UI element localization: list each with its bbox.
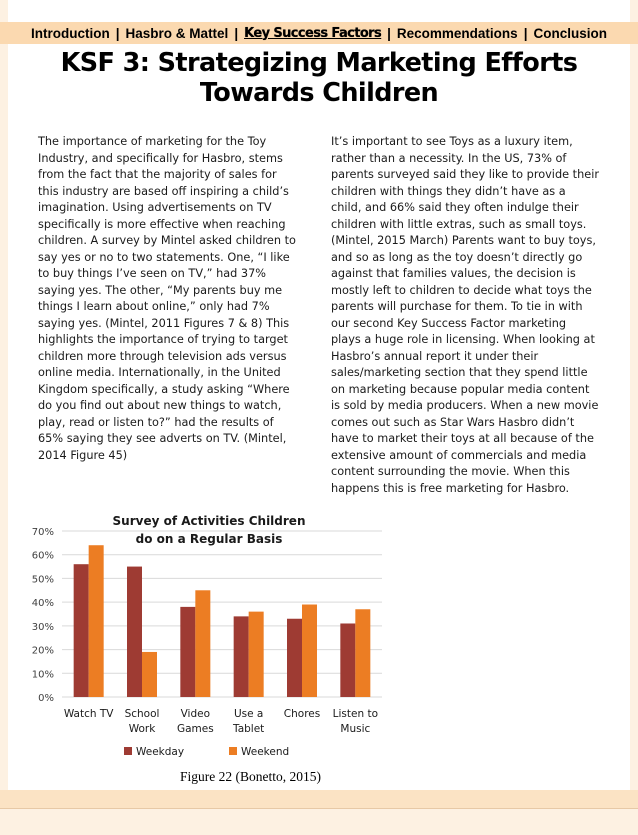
bar-weekend	[89, 545, 104, 697]
bar-weekday	[127, 567, 142, 697]
y-tick-label: 0%	[38, 693, 54, 704]
chart-title-line: Survey of Activities Children	[112, 514, 306, 528]
bar-weekday	[287, 619, 302, 697]
chart-gridlines	[62, 531, 382, 697]
y-tick-label: 40%	[31, 598, 54, 610]
x-tick-label: Games	[176, 723, 214, 735]
legend-swatch-weekend	[229, 747, 237, 755]
bar-weekend	[249, 612, 264, 697]
bar-weekend	[355, 609, 370, 697]
chart-title-line: do on a Regular Basis	[135, 532, 283, 546]
x-tick-label: Listen to	[332, 708, 379, 720]
activities-bar-chart	[24, 513, 394, 768]
footer-band	[0, 790, 638, 808]
figure-caption: Figure 22 (Bonetto, 2015)	[180, 769, 321, 784]
y-tick-label: 30%	[31, 621, 54, 633]
y-tick-label: 10%	[31, 669, 54, 681]
x-tick-label: Music	[340, 723, 371, 735]
y-tick-label: 20%	[31, 645, 54, 657]
x-tick-label: Work	[128, 723, 156, 735]
nav-separator: |	[387, 25, 391, 41]
y-tick-label: 60%	[31, 550, 54, 562]
nav-conclusion[interactable]: Conclusion	[533, 25, 607, 41]
bar-weekend	[142, 652, 157, 697]
legend-label-weekday: Weekday	[136, 746, 185, 758]
bar-weekday	[234, 616, 249, 697]
nav-key-success-factors[interactable]: Key Success Factors	[244, 25, 382, 41]
legend-label-weekend: Weekend	[241, 746, 290, 758]
chart-legend	[124, 746, 289, 758]
bar-weekday	[180, 607, 195, 697]
legend-swatch-weekday	[124, 747, 132, 755]
x-tick-label: Use a	[233, 708, 264, 720]
x-tick-label: School	[124, 708, 160, 720]
bar-weekend	[302, 605, 317, 697]
nav-hasbro-mattel[interactable]: Hasbro & Mattel	[125, 25, 229, 41]
x-tick-label: Watch TV	[63, 708, 114, 720]
nav-separator: |	[523, 25, 528, 41]
chart-title	[113, 514, 306, 546]
x-tick-label: Tablet	[233, 723, 265, 735]
nav-separator: |	[234, 25, 239, 41]
y-tick-label: 50%	[31, 574, 54, 586]
bar-weekday	[340, 623, 355, 697]
nav-introduction[interactable]: Introduction	[31, 25, 110, 41]
chart-x-labels	[64, 708, 378, 735]
page-title: KSF 3: Strategizing Marketing Efforts Towards Children	[60, 48, 578, 108]
y-tick-label: 70%	[31, 527, 54, 538]
chart-y-ticks	[32, 527, 54, 704]
bar-weekday	[74, 564, 89, 697]
x-tick-label: Chores	[283, 708, 321, 720]
nav-recommendations[interactable]: Recommendations	[396, 25, 518, 41]
body-text-left: The importance of marketing for the Toy Industry, and specifically for Hasbro, stems from the fact that the majority of sales for this industry are based off inspiring a child’s imagination. Using advertisements on TV specifically is more effective when reaching children. A survey by Mintel asked children to say yes or no to two statements. One, “I like to buy things I’ve seen on TV,” had 37% saying yes. The other, “My parents buy me things I learn about online,” only had 7% saying yes. (Mintel, 2011 Figures 7 & 8) This highlights the importance of trying to target children more through television ads versus online media. Internationally, in the United Kingdom specifically, a study asking “Where do you find out about new things to watch, play, read or listen to?” had the results of 65% saying they see adverts on TV. (Mintel, 2014 Figure 45)	[38, 135, 296, 462]
bar-weekend	[195, 590, 210, 697]
chart-bars	[74, 545, 371, 697]
body-text-right: It’s important to see Toys as a luxury item, rather than a necessity. In the US, 73% of parents surveyed said they like to provide their children with things they didn’t have as a child, and 66% said they often indulge their children with little extras, such as small toys. (Mintel, 2015 March) Parents want to buy toys, and so as long as the toy doesn’t directly go against that families values, the decision is mostly left to children to decide what toys the parents will purchase for them. To tie in with our second Key Success Factor marketing plays a huge role in licensing. When looking at Hasbro’s annual report it under their sales/marketing section that they spend little on marketing because popular media content is sold by media producers. When a new movie comes out such as Star Wars Hasbro didn’t have to market their toys at all because of the extensive amount of commercials and media content surrounding the movie. When this happens this is free marketing for Hasbro.	[331, 135, 599, 495]
x-tick-label: Video	[180, 708, 211, 720]
footer-rule	[0, 808, 638, 809]
nav-separator: |	[115, 25, 120, 41]
section-nav	[0, 22, 638, 44]
